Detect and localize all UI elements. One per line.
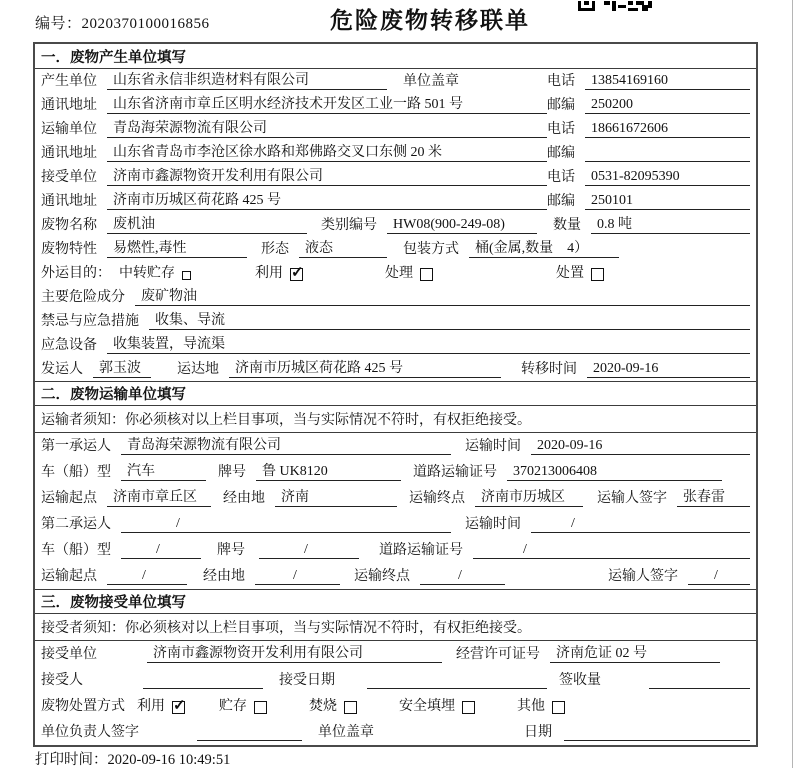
route-start-label: 运输起点 (41, 569, 97, 584)
quantity-label: 数量 (553, 218, 581, 233)
section-producer (35, 44, 756, 381)
acceptor-label: 接受人 (41, 673, 83, 688)
category-code: HW08(900-249-08) (387, 217, 537, 234)
plate-label: 牌号 (218, 465, 246, 480)
purpose-label: 外运目的： (41, 266, 111, 281)
transport-time-label: 运输时间 (465, 439, 521, 454)
route-via-label: 经由地 (203, 569, 245, 584)
transport-time2: / (531, 516, 750, 533)
plate-label: 牌号 (217, 543, 245, 558)
vehicle1-row (35, 459, 756, 485)
receiver-address: 济南市历城区荷花路 425 号 (107, 189, 547, 210)
vehicle-type: 汽车 (121, 460, 206, 481)
checkbox-icon (552, 701, 565, 714)
route-start2: / (107, 568, 187, 585)
waste-property-row (35, 237, 756, 261)
section-transport (35, 381, 756, 589)
transfer-time-label: 转移时间 (521, 362, 577, 377)
producer-address-row (35, 93, 756, 117)
plate-number2: / (259, 542, 359, 559)
producer-value: 山东省永信非织造材料有限公司 (107, 69, 387, 90)
transporter-address: 山东省青岛市李沧区徐水路和郑佛路交叉口东侧 20 米 (107, 141, 547, 162)
road-permit-label: 道路运输证号 (379, 543, 463, 558)
route-via2: / (255, 568, 340, 585)
address-label: 通讯地址 (41, 194, 97, 209)
destination-label: 运达地 (177, 362, 219, 377)
carrier1-row (35, 433, 756, 459)
disposal-option-other: 其他 (517, 695, 565, 715)
date-label: 日期 (524, 725, 552, 740)
checkbox-icon (254, 701, 267, 714)
zip-label: 邮编 (547, 194, 575, 209)
print-time-label: 打印时间： (35, 752, 108, 768)
emergency-equipment-row (35, 333, 756, 357)
receiver-row (35, 165, 756, 189)
shipper-name: 郭玉波 (93, 357, 151, 378)
quantity: 0.8 吨 (591, 213, 750, 234)
transfer-time: 2020-09-16 (587, 361, 750, 378)
disposal-option-utilize: 利用 ✓ (137, 695, 185, 715)
section3-title: 三．废物接受单位填写 (35, 589, 756, 614)
acceptor-row (35, 667, 756, 693)
address-label: 通讯地址 (41, 98, 97, 113)
producer-zip: 250200 (585, 97, 750, 114)
section1-title: 一．废物产生单位填写 (35, 44, 756, 69)
transporter-label: 运输单位 (41, 122, 97, 137)
purpose-option-utilize: 利用 ✓ (255, 262, 303, 282)
hazard-value: 废矿物油 (135, 285, 750, 306)
unit-seal-label: 单位盖章 (318, 725, 374, 740)
producer-phone: 13854169160 (585, 73, 750, 90)
sign-date (564, 724, 750, 741)
phone-label: 电话 (547, 74, 575, 89)
carrier1-label: 第一承运人 (41, 439, 111, 454)
road-permit-label: 道路运输证号 (413, 465, 497, 480)
transporter-row (35, 117, 756, 141)
document-number-label: 编号： (35, 16, 82, 32)
taboo-value: 收集、导流 (149, 309, 750, 330)
purpose-option-transfer-storage: 中转贮存 (119, 262, 191, 282)
checkbox-checked-icon (172, 701, 185, 714)
receiver-address-row (35, 189, 756, 213)
carrier1-name: 青岛海荣源物流有限公司 (121, 434, 451, 455)
transporter-phone: 18661672606 (585, 121, 750, 138)
license-number: 济南危证 02 号 (550, 642, 720, 663)
accept-date (367, 672, 547, 689)
form-label: 形态 (261, 242, 289, 257)
packaging-label: 包装方式 (403, 242, 459, 257)
route-end-label: 运输终点 (354, 569, 410, 584)
disposal-option-landfill: 安全填埋 (399, 695, 475, 715)
checkbox-icon (420, 268, 433, 281)
received-qty-label: 签收量 (559, 673, 601, 688)
producer-label: 产生单位 (41, 74, 97, 89)
equipment-label: 应急设备 (41, 338, 97, 353)
waste-name-row (35, 213, 756, 237)
disposal-method-row (35, 693, 756, 719)
vehicle-type-label: 车（船）型 (41, 543, 111, 558)
carrier-signature2: / (688, 568, 750, 585)
vehicle2-row (35, 537, 756, 563)
page-title: 危险废物转移联单 (330, 7, 530, 33)
accept-unit-row (35, 641, 756, 667)
purpose-option-dispose: 处置 (556, 262, 604, 282)
responsible-sign-row (35, 719, 756, 745)
zip-label: 邮编 (547, 146, 575, 161)
route-via: 济南 (275, 486, 397, 507)
vehicle-type2: / (121, 542, 201, 559)
producer-address: 山东省济南市章丘区明水经济技术开发区工业一路 501 号 (107, 93, 547, 114)
vehicle-type-label: 车（船）型 (41, 465, 111, 480)
responsible-sign-label: 单位负责人签字 (41, 725, 139, 740)
document-number-value: 2020370100016856 (81, 16, 210, 32)
seal-label: 单位盖章 (403, 74, 459, 89)
route-end2: / (420, 568, 505, 585)
acceptor-name (143, 672, 263, 689)
page-right-edge (792, 0, 793, 768)
route2-row (35, 563, 756, 589)
responsible-signature (197, 724, 302, 741)
section-receiver (35, 589, 756, 745)
qr-code-partial-icon (578, 0, 652, 16)
route-end-label: 运输终点 (409, 491, 465, 506)
hazard-component-row (35, 285, 756, 309)
receiver-zip: 250101 (585, 193, 750, 210)
received-qty (649, 672, 750, 689)
checkbox-icon (591, 268, 604, 281)
category-code-label: 类别编号 (321, 218, 377, 233)
transporter-zip (585, 145, 750, 162)
address-label: 通讯地址 (41, 146, 97, 161)
waste-property: 易燃性,毒性 (107, 237, 247, 258)
license-label: 经营许可证号 (456, 647, 540, 662)
taboo-label: 禁忌与应急措施 (41, 314, 139, 329)
shipper-row (35, 357, 756, 381)
document-number (35, 12, 210, 33)
print-time (35, 748, 230, 768)
purpose-option-treat: 处理 (385, 262, 433, 282)
transport-time: 2020-09-16 (531, 438, 750, 455)
purpose-row (35, 261, 756, 285)
phone-label: 电话 (547, 122, 575, 137)
waste-property-label: 废物特性 (41, 242, 97, 257)
checkbox-icon (182, 271, 191, 280)
carrier2-row (35, 511, 756, 537)
section2-title: 二．废物运输单位填写 (35, 381, 756, 406)
route1-row (35, 485, 756, 511)
manifest-table (33, 42, 758, 747)
accept-unit: 济南市鑫源物资开发利用有限公司 (147, 642, 442, 663)
waste-name: 废机油 (107, 213, 307, 234)
receiver-label: 接受单位 (41, 170, 97, 185)
phone-label: 电话 (547, 170, 575, 185)
producer-row (35, 69, 756, 93)
accept-unit-label: 接受单位 (41, 647, 97, 662)
checkbox-icon (462, 701, 475, 714)
route-end: 济南市历城区 (475, 486, 583, 507)
road-permit: 370213006408 (507, 464, 722, 481)
receiver-phone: 0531-82095390 (585, 169, 750, 186)
receiver-value: 济南市鑫源物资开发利用有限公司 (107, 165, 547, 186)
carrier2-label: 第二承运人 (41, 517, 111, 532)
transporter-address-row (35, 141, 756, 165)
route-start: 济南市章丘区 (107, 486, 211, 507)
transport-notice: 运输者须知：你必须核对以上栏目事项，当与实际情况不符时，有权拒绝接受。 (35, 406, 756, 433)
print-time-value: 2020-09-16 10:49:51 (107, 752, 231, 768)
route-via-label: 经由地 (223, 491, 265, 506)
packaging: 桶(金属,数量 4） (469, 237, 619, 258)
shipper-label: 发运人 (41, 362, 83, 377)
route-start-label: 运输起点 (41, 491, 97, 506)
disposal-label: 废物处置方式 (41, 699, 125, 714)
checkbox-checked-icon (290, 268, 303, 281)
destination: 济南市历城区荷花路 425 号 (229, 357, 501, 378)
transport-time-label: 运输时间 (465, 517, 521, 532)
waste-name-label: 废物名称 (41, 218, 97, 233)
accept-date-label: 接受日期 (279, 673, 335, 688)
carrier-sign-label: 运输人签字 (597, 491, 667, 506)
plate-number: 鲁 UK8120 (256, 460, 401, 481)
waste-form: 液态 (299, 237, 387, 258)
hazard-label: 主要危险成分 (41, 290, 125, 305)
taboo-measures-row (35, 309, 756, 333)
carrier2-name: / (121, 516, 451, 533)
zip-label: 邮编 (547, 98, 575, 113)
checkbox-icon (344, 701, 357, 714)
receiver-notice: 接受者须知：你必须核对以上栏目事项，当与实际情况不符时，有权拒绝接受。 (35, 614, 756, 641)
carrier-signature: 张春雷 (677, 486, 750, 507)
transporter-value: 青岛海荣源物流有限公司 (107, 117, 547, 138)
equipment-value: 收集装置，导流渠 (107, 333, 750, 354)
disposal-option-incinerate: 焚烧 (309, 695, 357, 715)
road-permit2: / (473, 542, 750, 559)
disposal-option-store: 贮存 (219, 695, 267, 715)
carrier-sign-label: 运输人签字 (608, 569, 678, 584)
